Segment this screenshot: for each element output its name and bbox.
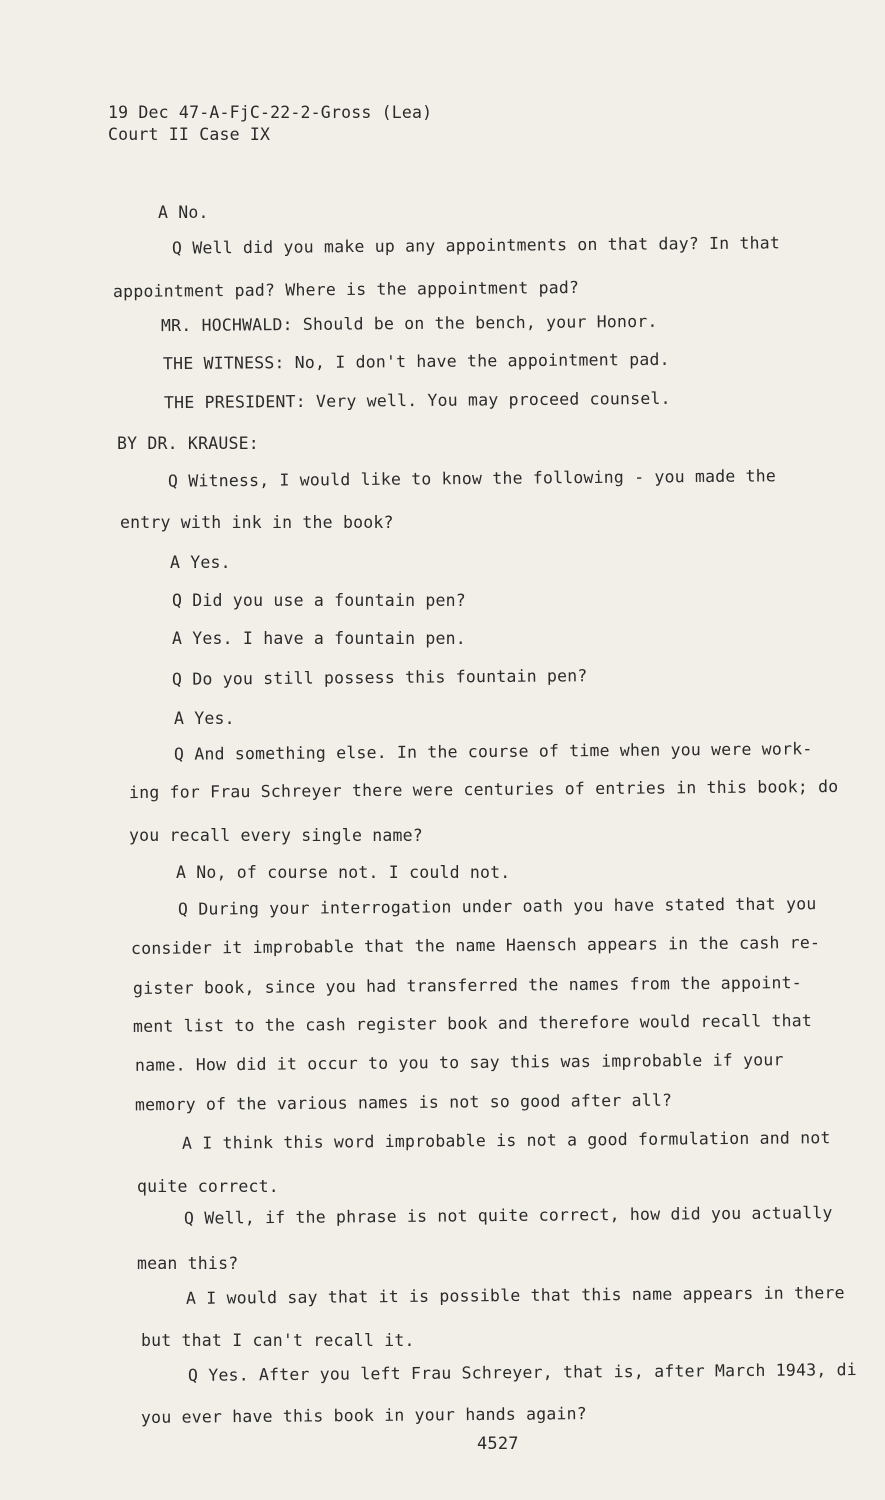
transcript-line: A No.	[158, 203, 209, 222]
header-line-2: Court II Case IX	[108, 125, 271, 144]
transcript-line: mean this?	[137, 1254, 239, 1273]
page-number: 4527	[477, 1434, 519, 1454]
transcript-line: Q During your interrogation under oath you have stated that you	[177, 894, 817, 919]
transcript-line: ing for Frau Schreyer there were centuries of entries in this book; do	[128, 776, 839, 803]
transcript-line: MR. HOCHWALD: Should be on the bench, your Honor.	[160, 311, 658, 336]
transcript-line: but that I can't recall it.	[141, 1331, 415, 1350]
transcript-line: Q Witness, I would like to know the following - you made the	[167, 466, 777, 491]
transcript-line: Q And something else. In the course of time when you were work-	[173, 739, 813, 764]
transcript-line: BY DR. KRAUSE:	[117, 434, 259, 453]
transcript-line: you ever have this book in your hands again?	[140, 1404, 587, 1427]
transcript-line: you recall every single name?	[129, 826, 423, 845]
transcript-line: THE PRESIDENT: Very well. You may proceed counsel.	[163, 388, 671, 413]
transcript-line: Q Well did you make up any appointments on that day? In that	[171, 233, 781, 258]
transcript-line: entry with ink in the book?	[120, 513, 394, 532]
transcript-line: memory of the various names is not so good after all?	[134, 1090, 673, 1115]
transcript-line: Q Yes. After you left Frau Schreyer, that is, after March 1943, di	[187, 1360, 857, 1385]
transcript-line: THE WITNESS: No, I don't have the appointment pad.	[162, 349, 670, 374]
transcript-line: appointment pad? Where is the appointment pad?	[112, 277, 580, 302]
transcript-line: name. How did it occur to you to say this was improbable if your	[134, 1050, 784, 1075]
transcript-line: consider it improbable that the name Haensch appears in the cash re-	[130, 932, 821, 959]
transcript-line: A Yes.	[170, 553, 231, 572]
transcript-line: A I would say that it is possible that this name appears in there	[185, 1283, 845, 1308]
transcript-line: quite correct.	[137, 1177, 279, 1196]
transcript-line: A I think this word improbable is not a good formulation and not	[181, 1128, 831, 1153]
transcript-line: Q Did you use a fountain pen?	[172, 591, 466, 610]
transcript-line: A Yes. I have a fountain pen.	[172, 629, 466, 648]
header-line-1: 19 Dec 47-A-FjC-22-2-Gross (Lea)	[108, 103, 433, 122]
transcript-line: ment list to the cash register book and therefore would recall that	[132, 1011, 813, 1036]
transcript-line: A Yes.	[174, 709, 235, 728]
transcript-line: Q Do you still possess this fountain pen?	[171, 666, 588, 689]
transcript-line: A No, of course not. I could not.	[176, 863, 511, 882]
transcript-line: gister book, since you had transferred the names from the appoint-	[132, 973, 802, 998]
transcript-line: Q Well, if the phrase is not quite correct, how did you actually	[183, 1203, 833, 1228]
